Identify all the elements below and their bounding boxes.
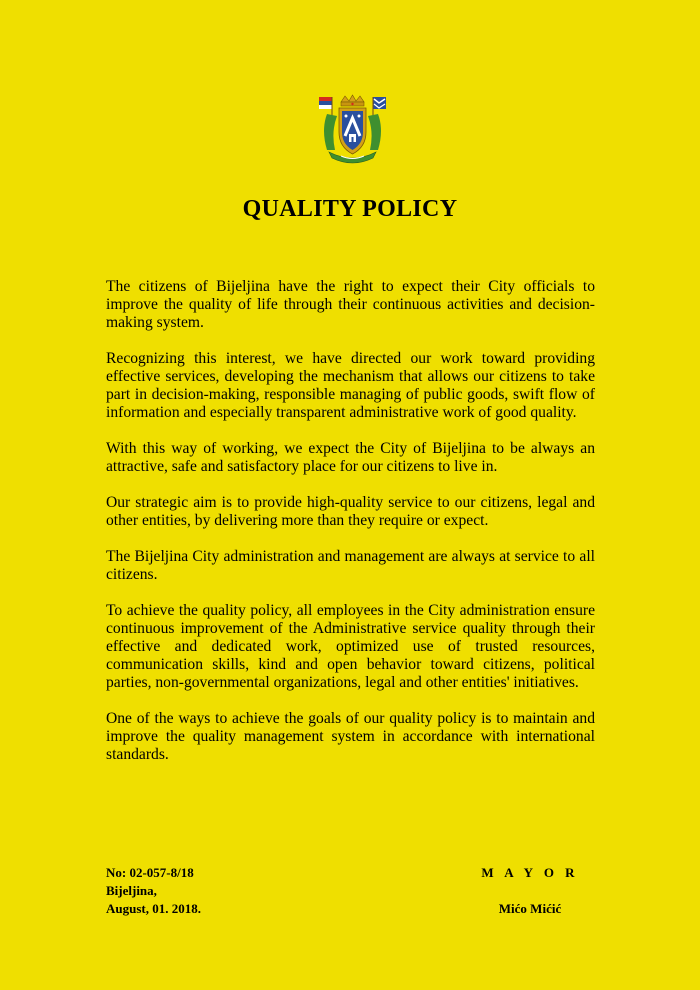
paragraph: The citizens of Bijeljina have the right to expect their City officials to improve the quality of life through their continuous activities and decision-making system. [106,278,595,331]
paragraph: To achieve the quality policy, all employees in the City administration ensure continuous improvement of the Administrative service quality through their effective and dedicated work, optimized use of trusted resources, communication skills, kind and open behavior toward citizens, political parties, non-governmental organizations, legal and other entities' initiatives. [106,602,595,691]
signature-block [460,864,600,918]
paragraph: Our strategic aim is to provide high-quality service to our citizens, legal and other entities, by delivering more than they require or expect. [106,494,595,529]
mayor-title: M A Y O R [481,865,579,880]
paragraph: Recognizing this interest, we have directed our work toward providing effective services, developing the mechanism that allows our citizens to take part in decision-making, responsible managing of public goods, swift flow of information and especially transparent administrative work of good quality. [106,350,595,421]
document-number: No: 02-057-8/18 [106,865,194,880]
document-place: Bijeljina, [106,883,157,898]
paragraph: The Bijeljina City administration and management are always at service to all citizens. [106,548,595,583]
document-reference [106,864,201,918]
paragraph: One of the ways to achieve the goals of our quality policy is to maintain and improve the quality management system in accordance with international standards. [106,710,595,763]
mayor-name: Mićo Mićić [498,901,562,916]
document-date: August, 01. 2018. [106,901,201,916]
page-title: QUALITY POLICY [242,196,458,222]
policy-body [106,278,595,782]
paragraph: With this way of working, we expect the City of Bijeljina to be always an attractive, safe and satisfactory place for our citizens to live in. [106,440,595,475]
city-coat-of-arms-icon [315,92,390,167]
